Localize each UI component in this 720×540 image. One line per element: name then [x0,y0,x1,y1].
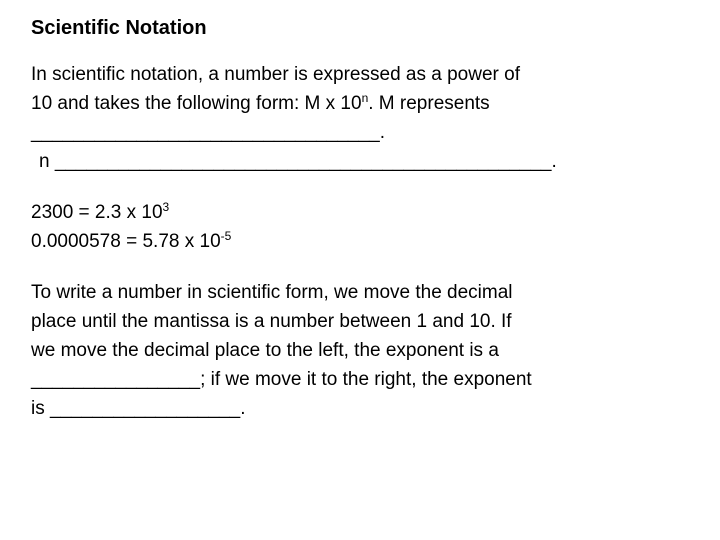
intro-exponent-n: n [361,91,369,105]
example-2 [31,227,691,256]
intro-line-2-end: . M represents [368,93,490,114]
page-title: Scientific Notation [31,17,207,39]
example-2-exponent: -5 [220,229,232,243]
intro-line-2-text: 10 and takes the following form: M x 10 [31,93,362,114]
explanation-line-5: is __________________. [31,398,246,419]
n-definition-blank: n _______________________________________________. [39,151,557,172]
m-definition-blank: _________________________________. [31,122,385,143]
slide-content [31,14,691,423]
example-1 [31,198,691,227]
explanation-line-4: ________________; if we move it to the right, the exponent [31,369,532,390]
intro-line-1: In scientific notation, a number is expressed as a power of [31,64,520,85]
explanation-paragraph [31,278,691,423]
intro-paragraph [31,60,691,176]
example-1-exponent: 3 [162,200,170,214]
example-2-text: 0.0000578 = 5.78 x 10 [31,231,221,252]
explanation-line-3: we move the decimal place to the left, the exponent is a [31,340,499,361]
examples-block [31,198,691,256]
explanation-line-2: place until the mantissa is a number between 1 and 10. If [31,311,512,332]
explanation-line-1: To write a number in scientific form, we move the decimal [31,282,513,303]
intro-line-2 [31,89,691,118]
example-1-text: 2300 = 2.3 x 10 [31,202,163,223]
